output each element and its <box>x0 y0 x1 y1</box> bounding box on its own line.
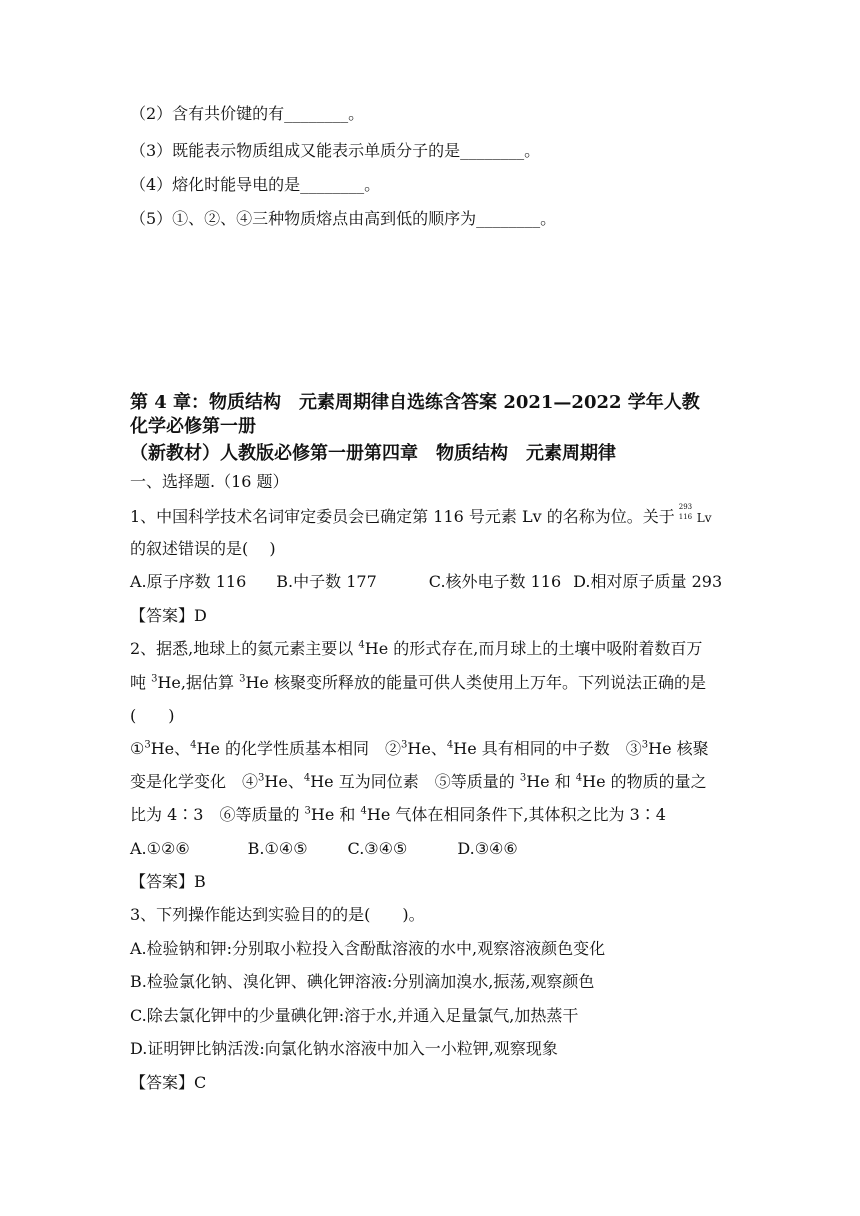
q3-option-d: D.证明钾比钠活泼:向氯化钠水溶液中加入一小粒钾,观察现象 <box>130 1039 558 1058</box>
q3-stem: 3、下列操作能达到实验目的的是( )。 <box>130 905 425 924</box>
section-heading: 一、选择题.（16 题） <box>130 472 289 491</box>
q1-options <box>130 574 722 590</box>
q2-option-a: A.①②⑥ <box>130 839 190 858</box>
document-subtitle: （新教材）人教版必修第一册第四章 物质结构 元素周期律 <box>130 443 616 464</box>
question-4-fill: （4）熔化时能导电的是________。 <box>130 175 381 194</box>
q1-stem-line1: 1、中国科学技术名词审定委员会已确定第 116 号元素 Lv 的名称为位。关于 293 116 Lv <box>130 503 712 526</box>
q2-option-c: C.③④⑤ <box>347 839 408 858</box>
q2-line4: ①$^3$He、$^4$He 的化学性质基本相同 ②$^3$He、$^4$He 具有相同的中子数 ③$^3$He 核聚 <box>130 739 709 758</box>
question-5-fill: （5）①、②、④三种物质熔点由高到低的顺序为________。 <box>130 209 557 228</box>
q3-option-c: C.除去氯化钾中的少量碘化钾:溶于水,并通入足量氯气,加热蒸干 <box>130 1006 579 1025</box>
q2-option-d: D.③④⑥ <box>457 839 518 858</box>
q1-stem-line2: 的叙述错误的是( ) <box>130 539 276 558</box>
q2-option-b: B.①④⑤ <box>247 839 308 858</box>
document-title-line2: 化学必修第一册 <box>130 416 256 437</box>
q2-options <box>130 841 518 857</box>
q1-option-a: A.原子序数 116 <box>130 572 247 591</box>
q2-line3: ( ) <box>130 706 175 725</box>
q2-line5: 变是化学变化 ④$^3$He、$^4$He 互为同位素 ⑤等质量的 $^3$He 和 $^4$He 的物质的量之 <box>130 772 707 791</box>
q2-answer: 【答案】B <box>130 872 206 891</box>
q1-option-b: B.中子数 177 <box>276 572 377 591</box>
q2-line6: 比为 4∶3 ⑥等质量的 $^3$He 和 $^4$He 气体在相同条件下,其体积之比为 3∶4 <box>130 805 666 824</box>
q1-option-c: C.核外电子数 116 <box>428 572 562 591</box>
q2-line1: 2、据悉,地球上的氦元素主要以 $^4$He 的形式存在,而月球上的土壤中吸附着数百万 <box>130 639 703 658</box>
document-title-line1: 第 4 章：物质结构 元素周期律自选练含答案 2021—2022 学年人教 <box>130 392 700 413</box>
question-2-fill: （2）含有共价键的有________。 <box>130 104 365 123</box>
isotope-notation: 293 116 <box>678 503 693 521</box>
q1-answer: 【答案】D <box>130 606 207 625</box>
q3-option-a: A.检验钠和钾:分别取小粒投入含酚酞溶液的水中,观察溶液颜色变化 <box>130 939 606 958</box>
q3-answer: 【答案】C <box>130 1073 207 1092</box>
q1-option-d: D.相对原子质量 293 <box>573 572 723 591</box>
question-3-fill: （3）既能表示物质组成又能表示单质分子的是________。 <box>130 141 541 160</box>
q3-option-b: B.检验氯化钠、溴化钾、碘化钾溶液:分别滴加溴水,振荡,观察颜色 <box>130 972 595 991</box>
q2-line2: 吨 $^3$He,据估算 $^3$He 核聚变所释放的能量可供人类使用上万年。下列说法正确的是 <box>130 673 706 692</box>
